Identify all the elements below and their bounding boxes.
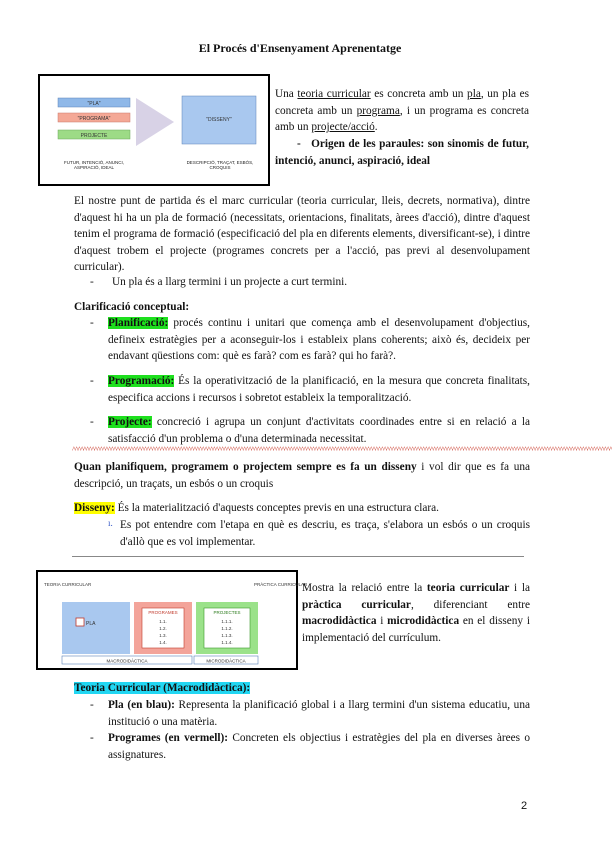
fig2-text: i bbox=[376, 615, 388, 627]
figure1-left-caption: FUTUR, INTENCIÓ, ANUNCI, ASPIRACIÓ, IDEAL bbox=[63, 160, 124, 170]
origin-paragraph bbox=[275, 136, 529, 169]
term-programa: programa bbox=[356, 104, 400, 117]
programacio-text: És la operativització de la planificació, en la mesura que concreta finalitats, especifica accions i recursos i sobretot estableix la temporalització. bbox=[108, 375, 530, 404]
bullet-pla-termini: - Un pla és a llarg termini i un projecte a curt termini. bbox=[90, 276, 348, 288]
page-title: El Procés d'Ensenyament Aprenentatge bbox=[198, 41, 402, 55]
figure-teoria-practica bbox=[36, 570, 308, 670]
projecte-label: PROJECTE bbox=[80, 133, 108, 139]
disseny-intro-bold: Quan planifiquem, programem o projectem sempre es fa un disseny bbox=[74, 461, 417, 473]
bullet-pla-text: Un pla és a llarg termini i un projecte a curt termini. bbox=[112, 276, 348, 288]
term-microdidactica: microdidàctica bbox=[387, 615, 460, 627]
page-number: 2 bbox=[521, 800, 528, 812]
programes-title: PROGRAMES bbox=[148, 610, 178, 615]
intro-text: , i un programa es concreta amb un bbox=[275, 104, 529, 133]
projectes-title: PROJECTES bbox=[213, 610, 241, 615]
microdidactica-label: MICRODIDÀCTICA bbox=[206, 658, 246, 664]
term-pla-blau: Pla (en blau): bbox=[108, 699, 175, 711]
term-disseny: Disseny: bbox=[74, 502, 115, 514]
pla-marker bbox=[76, 618, 84, 626]
decorative-divider: ^^^^^^^^^^^^^^^^^^^^^^^^^^^^^^^^^^^^^^^^^^^^^^^^^^^^^^^^^^^^^^^^^^^^^^^^^^^^^^^^^^^^^^^^^^^^^^^^^^^^^^^^^^^^^^^^^^^^^^^^^^^^^^^^^^^^^^^^^^^^^^^^^^^^^^^^^^^^^^^^^^^^^^^^^^^^^^^^^^^^^^^^^^^^^^^^^^^^ bbox=[72, 445, 612, 454]
disseny-definition bbox=[74, 500, 530, 517]
paragraph-marc-curricular: El nostre punt de partida és el marc curricular (teoria curricular, lleis, decrets, normativa), dintre d'aquest hi ha un pla de formació (necessitats, orientacions, finalitats, àrees d'acció), dintre d'aquest tenim el programa de formació (especificació del pla en diferents elements, diversificant-se), i dintre d'aquest trobem el projecte (programes concrets per a l'acció, pas previ al desenvolupament curricular). bbox=[74, 195, 530, 273]
fig2-text: en el disseny i implementació del currículum. bbox=[302, 615, 530, 644]
term-planificacio: Planificació: bbox=[108, 317, 169, 329]
planificacio-text: procés continu i unitari que comença amb el desenvolupament d'objectius, defineix estratègies per a aconseguir-los i estableix plans coherents; això és, decideix per endavant qüestions com: què es farà? com es farà? qui ho farà?. bbox=[108, 317, 530, 362]
teoria-curricular-label: TEORIA CURRICULAR bbox=[44, 582, 92, 587]
figure1-right-caption: DESCRIPCIÓ, TRAÇAT, ESBÓS, CROQUIS bbox=[186, 160, 254, 170]
origin-dash: - bbox=[297, 138, 301, 150]
programa-1-2: 1.2. bbox=[159, 626, 167, 631]
term-teoria-curricular: teoria curricular bbox=[297, 88, 371, 100]
projecte-1-1-4: 1.1.4. bbox=[221, 640, 233, 645]
term-projecte: projecte/acció bbox=[311, 121, 375, 133]
item-programes-vermell: - Programes (en vermell): Concreten els objectius i estratègies del pla en diverses àrees o assignatures. bbox=[90, 732, 530, 761]
item-planificacio: - Planificació: procés continu i unitari que comença amb el desenvolupament d'objectius, defineix estratègies per a aconseguir-los i estableix plans coherents; això és, decideix per endavant qüestions com: què es farà? com es farà? qui ho farà?. bbox=[90, 317, 530, 362]
intro-text: , un pla es concreta amb un bbox=[275, 88, 529, 117]
projecte-text: concreció i agrupa un conjunt d'activitats coordinades entre si en relació a la satisfacció d'un problema o d'una determinada necessitat. bbox=[108, 416, 530, 445]
pla-text: PLA bbox=[86, 621, 96, 627]
fig2-text: Mostra la relació entre la bbox=[302, 582, 427, 594]
term-programes-vermell: Programes (en vermell): bbox=[108, 732, 229, 744]
arrow-shape bbox=[136, 98, 174, 146]
disseny-sub-text: Es pot entendre com l'etapa en què es descriu, es traça, s'elabora un esbós o un croquis d'allò que es vol implementar. bbox=[120, 519, 530, 548]
term-macrodidactica: macrodidàctica bbox=[302, 615, 377, 627]
clarificacio-heading: Clarificació conceptual: bbox=[74, 301, 190, 313]
disseny-intro-text: i vol dir que es fa una descripció, un traçats, un esbós o un croquis bbox=[74, 461, 531, 490]
projecte-1-1-2: 1.1.2. bbox=[221, 626, 233, 631]
practica-curricular-label: PRÀCTICA CURRICULAR bbox=[254, 582, 308, 587]
term-teoria-curricular-bold: teoria curricular bbox=[426, 582, 510, 594]
disseny-intro bbox=[74, 459, 530, 492]
term-projecte: Projecte: bbox=[108, 416, 152, 428]
programa-label: "PROGRAMA" bbox=[77, 116, 111, 122]
sub-bullet-marker: ı. bbox=[108, 518, 113, 528]
disseny-text: És la materialització d'aquests conceptes previs en una estructura clara. bbox=[114, 502, 439, 514]
fig2-text: , diferenciant entre bbox=[410, 598, 530, 611]
programa-1-1: 1.1. bbox=[159, 619, 167, 624]
fig2-text: i la bbox=[509, 582, 530, 594]
programa-1-4: 1.4. bbox=[159, 640, 167, 645]
pla-blau-text: Representa la planificació global i a llarg termini d'un sistema educatiu, una institució o una matèria. bbox=[108, 699, 530, 728]
projecte-1-1-3: 1.1.3. bbox=[221, 633, 233, 638]
item-programacio: - Programació: És la operativització de la planificació, en la mesura que concreta finalitats, especifica accions i recursos i sobretot estableix la temporalització. bbox=[90, 375, 530, 404]
figure2-description bbox=[302, 580, 530, 646]
term-programacio: Programació: bbox=[108, 375, 175, 387]
figure2-diagram bbox=[38, 572, 308, 668]
disseny-subitem bbox=[108, 517, 530, 550]
term-practica-curricular: pràctica curricular bbox=[302, 598, 411, 611]
pla-area bbox=[62, 602, 130, 654]
intro-text: es concreta amb un bbox=[370, 88, 468, 100]
intro-text: Una bbox=[275, 88, 298, 100]
item-pla-blau: - Pla (en blau): Representa la planificació global i a llarg termini d'un sistema educatiu, una institució o una matèria. bbox=[90, 699, 530, 728]
figure-pla-programa-projecte bbox=[38, 74, 270, 186]
projecte-1-1-1: 1.1.1. bbox=[221, 619, 233, 624]
origin-text: Origen de les paraules: son sinomis de futur, intenció, anunci, aspiració, ideal bbox=[275, 138, 529, 167]
intro-text: . bbox=[374, 121, 378, 133]
item-projecte: - Projecte: concreció i agrupa un conjunt d'activitats coordinades entre si en relació a la satisfacció d'un problema o d'una determinada necessitat. bbox=[90, 416, 530, 445]
term-pla: pla bbox=[467, 88, 481, 100]
teoria-heading-text: Teoria Curricular (Macrodidàctica): bbox=[74, 682, 251, 694]
disseny-label: "DISSENY" bbox=[206, 117, 232, 123]
programes-vermell-text: Concreten els objectius i estratègies del pla en diverses àrees o assignatures. bbox=[108, 732, 530, 761]
programa-1-3: 1.3. bbox=[159, 633, 167, 638]
teoria-heading bbox=[74, 680, 250, 697]
intro-paragraph bbox=[275, 86, 529, 136]
pla-label: "PLA" bbox=[87, 101, 101, 107]
macrodidactica-label: MACRODIDÀCTICA bbox=[106, 658, 148, 664]
horizontal-rule bbox=[72, 556, 524, 557]
